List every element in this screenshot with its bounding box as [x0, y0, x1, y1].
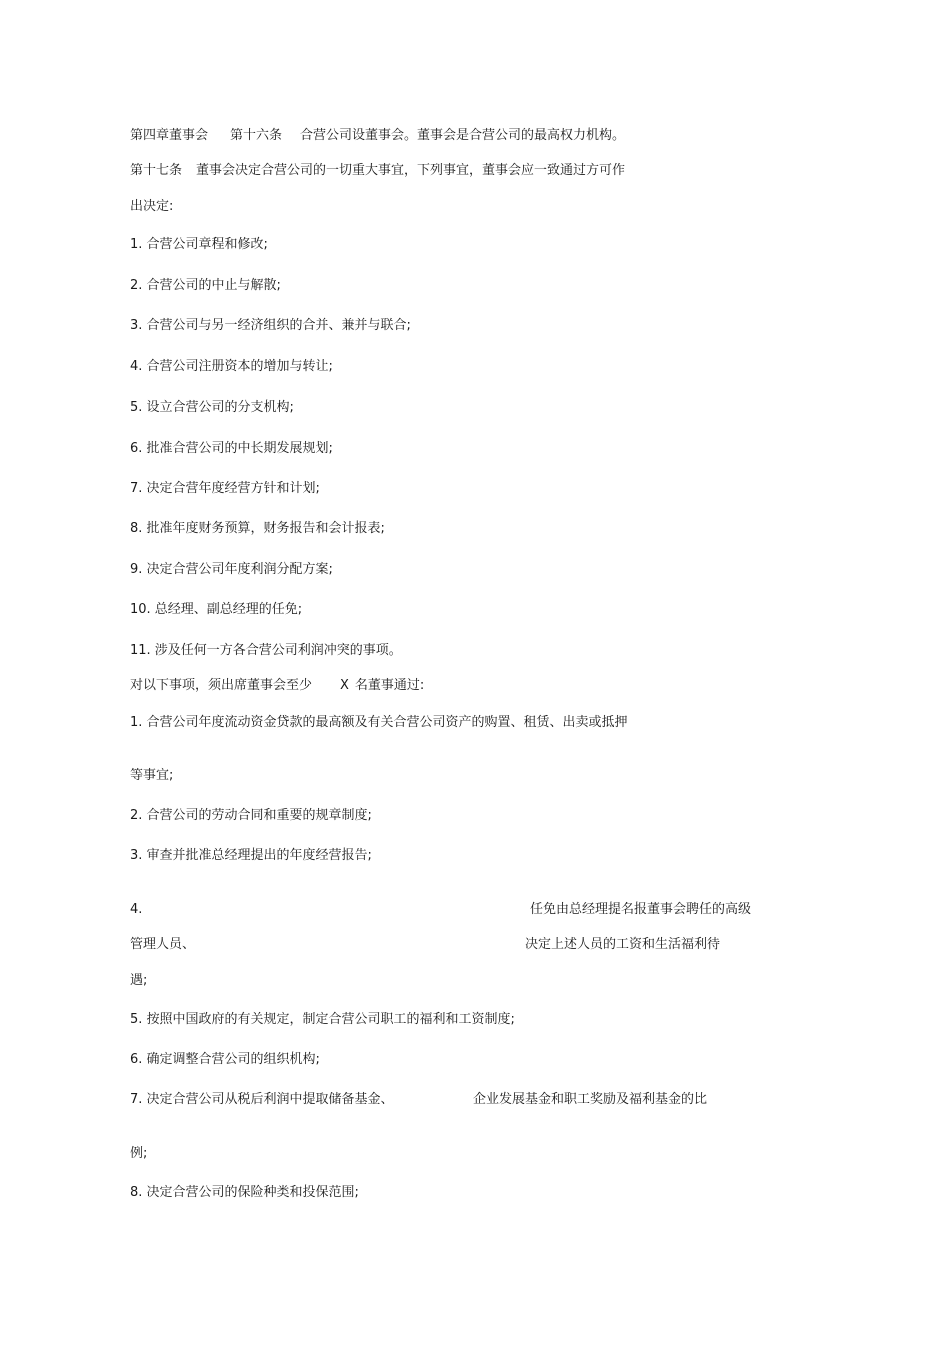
list-item-continuation: 例;	[130, 1146, 148, 1161]
list-item: 10. 总经理、副总经理的任免;	[130, 602, 303, 617]
article-17-continuation: 出决定:	[130, 199, 174, 214]
quorum-line	[130, 677, 424, 695]
list-item: 7. 决定合营公司从税后利润中提取储备基金、	[130, 1092, 394, 1107]
quorum-text-after: 名董事通过:	[354, 678, 425, 693]
list-item-text: 决定上述人员的工资和生活福利待	[525, 937, 721, 952]
list-item-text: 管理人员、	[130, 937, 196, 952]
article-16-text: 合营公司设董事会。董事会是合营公司的最高权力机构。	[300, 128, 626, 143]
list-item-number: 4.	[130, 902, 143, 917]
list-item: 8. 决定合营公司的保险种类和投保范围;	[130, 1185, 359, 1200]
chapter-title: 第四章董事会	[130, 128, 209, 143]
list-item: 3. 合营公司与另一经济组织的合并、兼并与联合;	[130, 318, 411, 333]
list-item: 9. 决定合营公司年度利润分配方案;	[130, 562, 333, 577]
list-item: 4. 合营公司注册资本的增加与转让;	[130, 359, 333, 374]
list-item: 2. 合营公司的劳动合同和重要的规章制度;	[130, 808, 372, 823]
article-16-label: 第十六条	[230, 128, 283, 143]
list-item: 5. 设立合营公司的分支机构;	[130, 400, 294, 415]
list-item: 3. 审查并批准总经理提出的年度经营报告;	[130, 848, 372, 863]
list-item: 6. 确定调整合营公司的组织机构;	[130, 1052, 320, 1067]
article-17-line	[130, 162, 625, 180]
article-17-text: 董事会决定合营公司的一切重大事宜，下列事宜，董事会应一致通过方可作	[196, 163, 626, 178]
list-item: 2. 合营公司的中止与解散;	[130, 278, 281, 293]
list-item-text: 任免由总经理提名报董事会聘任的高级	[530, 902, 752, 917]
chapter-line	[130, 127, 625, 145]
list-item: 1. 合营公司年度流动资金贷款的最高额及有关合营公司资产的购置、租赁、出卖或抵押	[130, 715, 628, 730]
list-item-text: 企业发展基金和职工奖励及福利基金的比	[473, 1092, 708, 1107]
list-item: 11. 涉及任何一方各合营公司利润冲突的事项。	[130, 643, 402, 658]
list-item: 5. 按照中国政府的有关规定，制定合营公司职工的福利和工资制度;	[130, 1012, 515, 1027]
list-item: 6. 批准合营公司的中长期发展规划;	[130, 441, 333, 456]
article-17-label: 第十七条	[130, 163, 183, 178]
list-item: 7. 决定合营年度经营方针和计划;	[130, 481, 320, 496]
quorum-text-before: 对以下事项，须出席董事会至少	[130, 678, 313, 693]
list-item: 1. 合营公司章程和修改;	[130, 237, 268, 252]
quorum-placeholder: X	[340, 678, 349, 693]
list-item-continuation: 等事宜;	[130, 768, 174, 783]
list-item-continuation: 遇;	[130, 973, 148, 988]
list-item: 8. 批准年度财务预算，财务报告和会计报表;	[130, 521, 385, 536]
